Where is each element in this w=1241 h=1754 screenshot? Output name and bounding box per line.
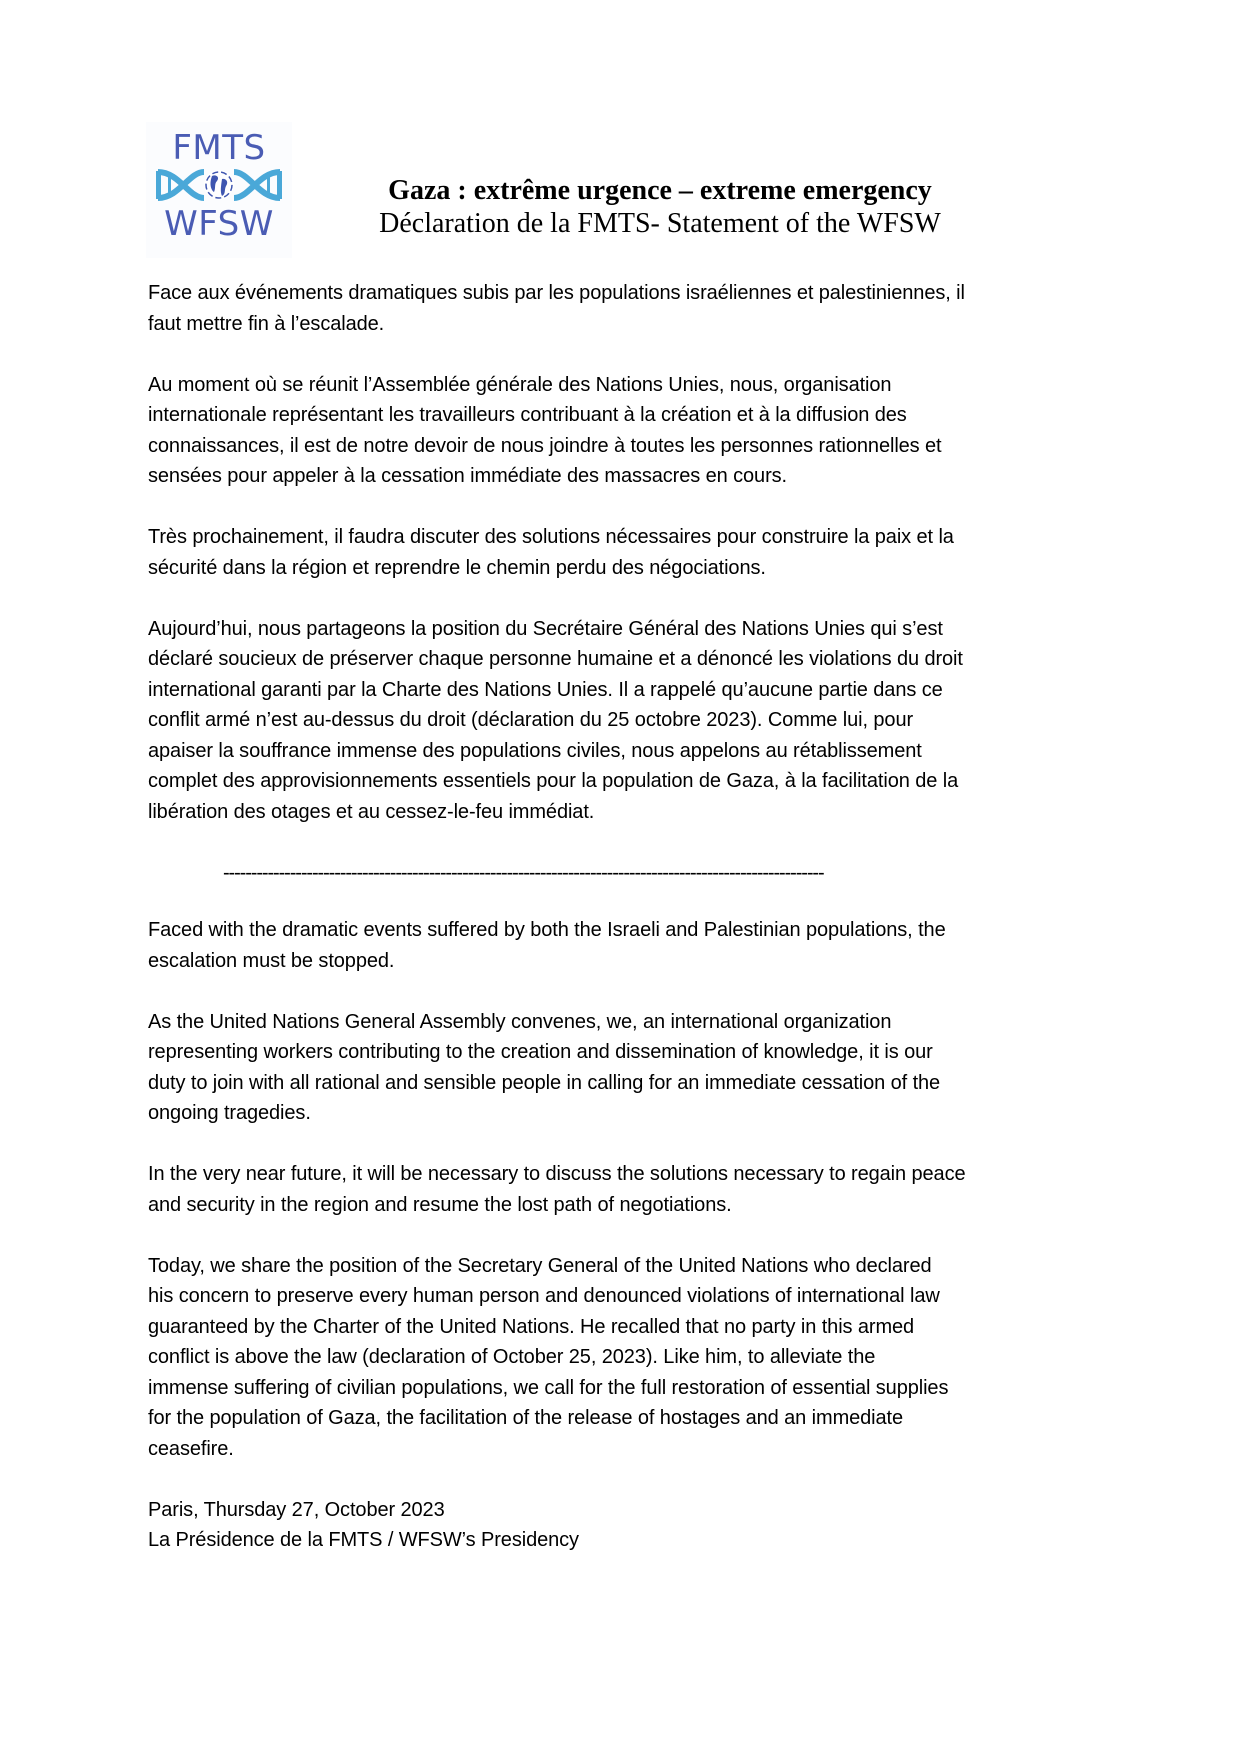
text-line: internationale représentant les travailleurs contribuant à la création et à la diffusion des xyxy=(148,404,907,426)
text-line: conflit armé n’est au-dessus du droit (déclaration du 25 octobre 2023). Comme lui, pour xyxy=(148,709,914,731)
fmts-wfsw-logo xyxy=(146,122,292,258)
text-line: Faced with the dramatic events suffered by both the Israeli and Palestinian populations, the xyxy=(148,919,946,941)
text-line: libération des otages et au cessez-le-feu immédiat. xyxy=(148,800,595,823)
section-separator: ------------------------------------------------------------------------------------------------------------ xyxy=(223,862,824,884)
english-paragraph-1 xyxy=(148,915,1108,976)
text-line: As the United Nations General Assembly convenes, we, an international organization xyxy=(148,1010,892,1033)
text-line: Today, we share the position of the Secretary General of the United Nations who declared xyxy=(148,1254,932,1277)
text-line: ceasefire. xyxy=(148,1437,234,1460)
text-line: Au moment où se réunit l’Assemblée générale des Nations Unies, nous, organisation xyxy=(148,373,892,396)
text-line: Très prochainement, il faudra discuter des solutions nécessaires pour construire la paix et la xyxy=(148,526,954,548)
text-line: ongoing tragedies. xyxy=(148,1102,311,1124)
text-line: immense suffering of civilian populations, we call for the full restoration of essential supplies xyxy=(148,1376,949,1399)
text-line: for the population of Gaza, the facilitation of the release of hostages and an immediate xyxy=(148,1407,904,1429)
dna-globe-icon xyxy=(154,168,284,202)
signature-place-date: Paris, Thursday 27, October 2023 xyxy=(148,1498,445,1521)
text-line: representing workers contributing to the creation and dissemination of knowledge, it is our xyxy=(148,1041,933,1063)
text-line: sécurité dans la région et reprendre le chemin perdu des négociations. xyxy=(148,556,766,579)
french-statement xyxy=(148,278,1108,858)
text-line: In the very near future, it will be necessary to discuss the solutions necessary to regain peace xyxy=(148,1163,966,1185)
french-paragraph-4 xyxy=(148,614,1108,828)
text-line: Aujourd’hui, nous partageons la position du Secrétaire Général des Nations Unies qui s’est xyxy=(148,617,943,640)
text-line: sensées pour appeler à la cessation immédiate des massacres en cours. xyxy=(148,465,787,487)
logo-wfsw-text: WFSW xyxy=(164,204,274,244)
text-line: and security in the region and resume the lost path of negotiations. xyxy=(148,1193,732,1216)
text-line: escalation must be stopped. xyxy=(148,949,395,972)
text-line: guaranteed by the Charter of the United Nations. He recalled that no party in this armed xyxy=(148,1315,915,1338)
text-line: déclaré soucieux de préserver chaque personne humaine et a dénoncé les violations du droit xyxy=(148,648,963,670)
text-line: his concern to preserve every human person and denounced violations of international law xyxy=(148,1285,940,1307)
english-paragraph-3 xyxy=(148,1159,1108,1220)
text-line: Face aux événements dramatiques subis par les populations israéliennes et palestiniennes, il xyxy=(148,282,965,304)
signature-signatory: La Présidence de la FMTS / WFSW’s Presidency xyxy=(148,1529,579,1551)
signature-block xyxy=(148,1495,1108,1556)
french-paragraph-2 xyxy=(148,370,1108,492)
document-title: Gaza : extrême urgence – extreme emergency xyxy=(388,175,932,206)
document-subtitle: Déclaration de la FMTS- Statement of the WFSW xyxy=(379,208,941,239)
text-line: complet des approvisionnements essentiels pour la population de Gaza, à la facilitation de la xyxy=(148,770,959,792)
english-statement xyxy=(148,915,1108,1586)
text-line: conflict is above the law (declaration of October 25, 2023). Like him, to alleviate the xyxy=(148,1346,876,1368)
french-paragraph-1 xyxy=(148,278,1108,339)
text-line: international garanti par la Charte des Nations Unies. Il a rappelé qu’aucune partie dans ce xyxy=(148,678,943,701)
french-paragraph-3 xyxy=(148,522,1108,583)
logo-fmts-text: FMTS xyxy=(172,128,266,168)
english-paragraph-2 xyxy=(148,1007,1108,1129)
text-line: faut mettre fin à l’escalade. xyxy=(148,312,385,335)
english-paragraph-4 xyxy=(148,1251,1108,1465)
text-line: connaissances, il est de notre devoir de nous joindre à toutes les personnes rationnelles et xyxy=(148,434,942,457)
text-line: apaiser la souffrance immense des populations civiles, nous appelons au rétablissement xyxy=(148,739,922,762)
text-line: duty to join with all rational and sensible people in calling for an immediate cessation of the xyxy=(148,1071,941,1094)
